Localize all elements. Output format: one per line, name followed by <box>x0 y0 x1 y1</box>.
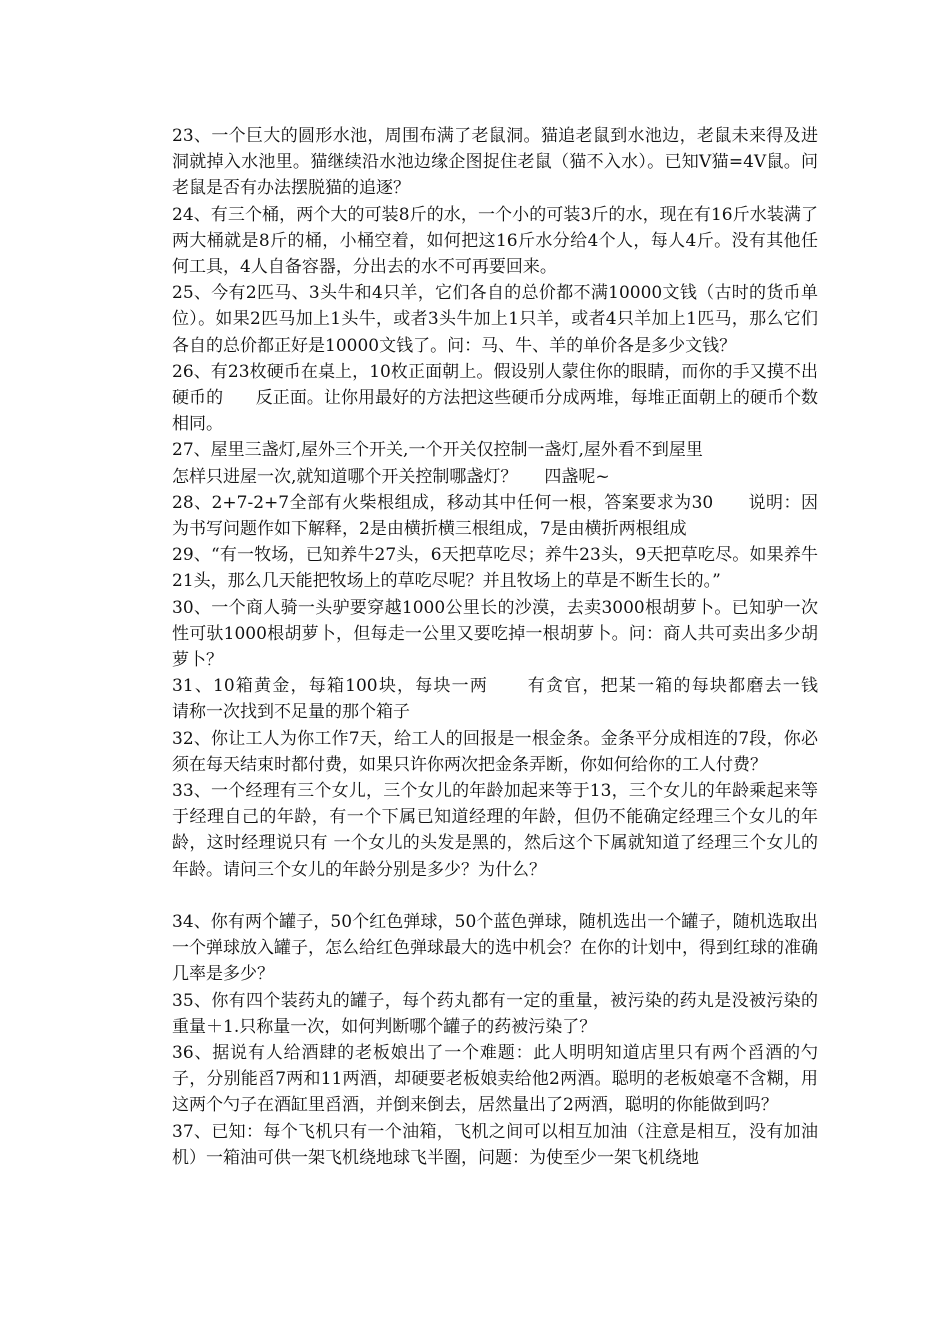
question-37: 37、已知：每个飞机只有一个油箱，飞机之间可以相互加油（注意是相互，没有加油机）一箱油可供一架飞机绕地球飞半圈，问题：为使至少一架飞机绕地 <box>172 1121 818 1168</box>
question-23: 23、一个巨大的圆形水池，周围布满了老鼠洞。猫追老鼠到水池边，老鼠未来得及进洞就掉入水池里。猫继续沿水池边缘企图捉住老鼠（猫不入水）。已知V猫=4V鼠。问老鼠是否有办法摆脱猫的追逐？ <box>172 126 818 199</box>
question-36: 36、据说有人给酒肆的老板娘出了一个难题：此人明明知道店里只有两个舀酒的勺子，分别能舀7两和11两酒，却硬要老板娘卖给他2两酒。聪明的老板娘毫不含糊，用这两个勺子在酒缸里舀酒，并倒来倒去，居然量出了2两酒，聪明的你能做到吗？ <box>172 1042 818 1116</box>
document-body <box>172 123 851 1171</box>
question-30: 30、一个商人骑一头驴要穿越1000公里长的沙漠，去卖3000根胡萝卜。已知驴一次性可驮1000根胡萝卜，但每走一公里又要吃掉一根胡萝卜。问：商人共可卖出多少胡萝卜？ <box>172 597 818 671</box>
question-35: 35、你有四个装药丸的罐子，每个药丸都有一定的重量，被污染的药丸是没被污染的重量＋1.只称量一次，如何判断哪个罐子的药被污染了？ <box>172 990 818 1037</box>
question-32: 32、你让工人为你工作7天，给工人的回报是一根金条。金条平分成相连的7段，你必须在每天结束时都付费，如果只许你两次把金条弄断，你如何给你的工人付费？ <box>172 728 818 775</box>
question-25: 25、今有2匹马、3头牛和4只羊，它们各自的总价都不满10000文钱（古时的货币单位）。如果2匹马加上1头牛，或者3头牛加上1只羊，或者4只羊加上1匹马，那么它们各自的总价都正好是10000文钱了。问：马、牛、羊的单价各是多少文钱？ <box>172 283 818 356</box>
question-24: 24、有三个桶，两个大的可装8斤的水，一个小的可装3斤的水，现在有16斤水装满了两大桶就是8斤的桶，小桶空着，如何把这16斤水分给4个人，每人4斤。没有其他任何工具，4人自备容器，分出去的水不可再要回来。 <box>172 204 818 278</box>
question-34: 34、你有两个罐子，50个红色弹球，50个蓝色弹球，随机选出一个罐子，随机选取出一个弹球放入罐子，怎么给红色弹球最大的选中机会？在你的计划中，得到红球的准确几率是多少？ <box>172 911 818 985</box>
question-26: 26、有23枚硬币在桌上，10枚正面朝上。假设别人蒙住你的眼睛，而你的手又摸不出硬币的 反正面。让你用最好的方法把这些硬币分成两堆，每堆正面朝上的硬币个数相同。 <box>172 361 818 435</box>
blank-line <box>172 883 818 909</box>
question-27: 27、屋里三盏灯,屋外三个开关,一个开关仅控制一盏灯,屋外看不到屋里 怎样只进屋一次,就知道哪个开关控制哪盏灯？ 四盏呢~ <box>172 440 703 487</box>
question-29: 29、“有一牧场，已知养牛27头，6天把草吃尽；养牛23头，9天把草吃尽。如果养牛21头，那么几天能把牧场上的草吃尽呢？并且牧场上的草是不断生长的。” <box>172 545 818 592</box>
question-28: 28、2+7-2+7全部有火柴根组成，移动其中任何一根，答案要求为30 说明：因为书写问题作如下解释，2是由横折横三根组成，7是由横折两根组成 <box>172 492 818 540</box>
question-33: 33、一个经理有三个女儿，三个女儿的年龄加起来等于13，三个女儿的年龄乘起来等于经理自己的年龄，有一个下属已知道经理的年龄，但仍不能确定经理三个女儿的年龄，这时经理说只有 一个女儿的头发是黑的，然后这个下属就知道了经理三个女儿的年龄。请问三个女儿的年龄分别是多少？为什么？ <box>172 781 818 880</box>
question-31: 31、10箱黄金，每箱100块，每块一两 有贪官，把某一箱的每块都磨去一钱 请称一次找到不足量的那个箱子 <box>172 676 851 723</box>
